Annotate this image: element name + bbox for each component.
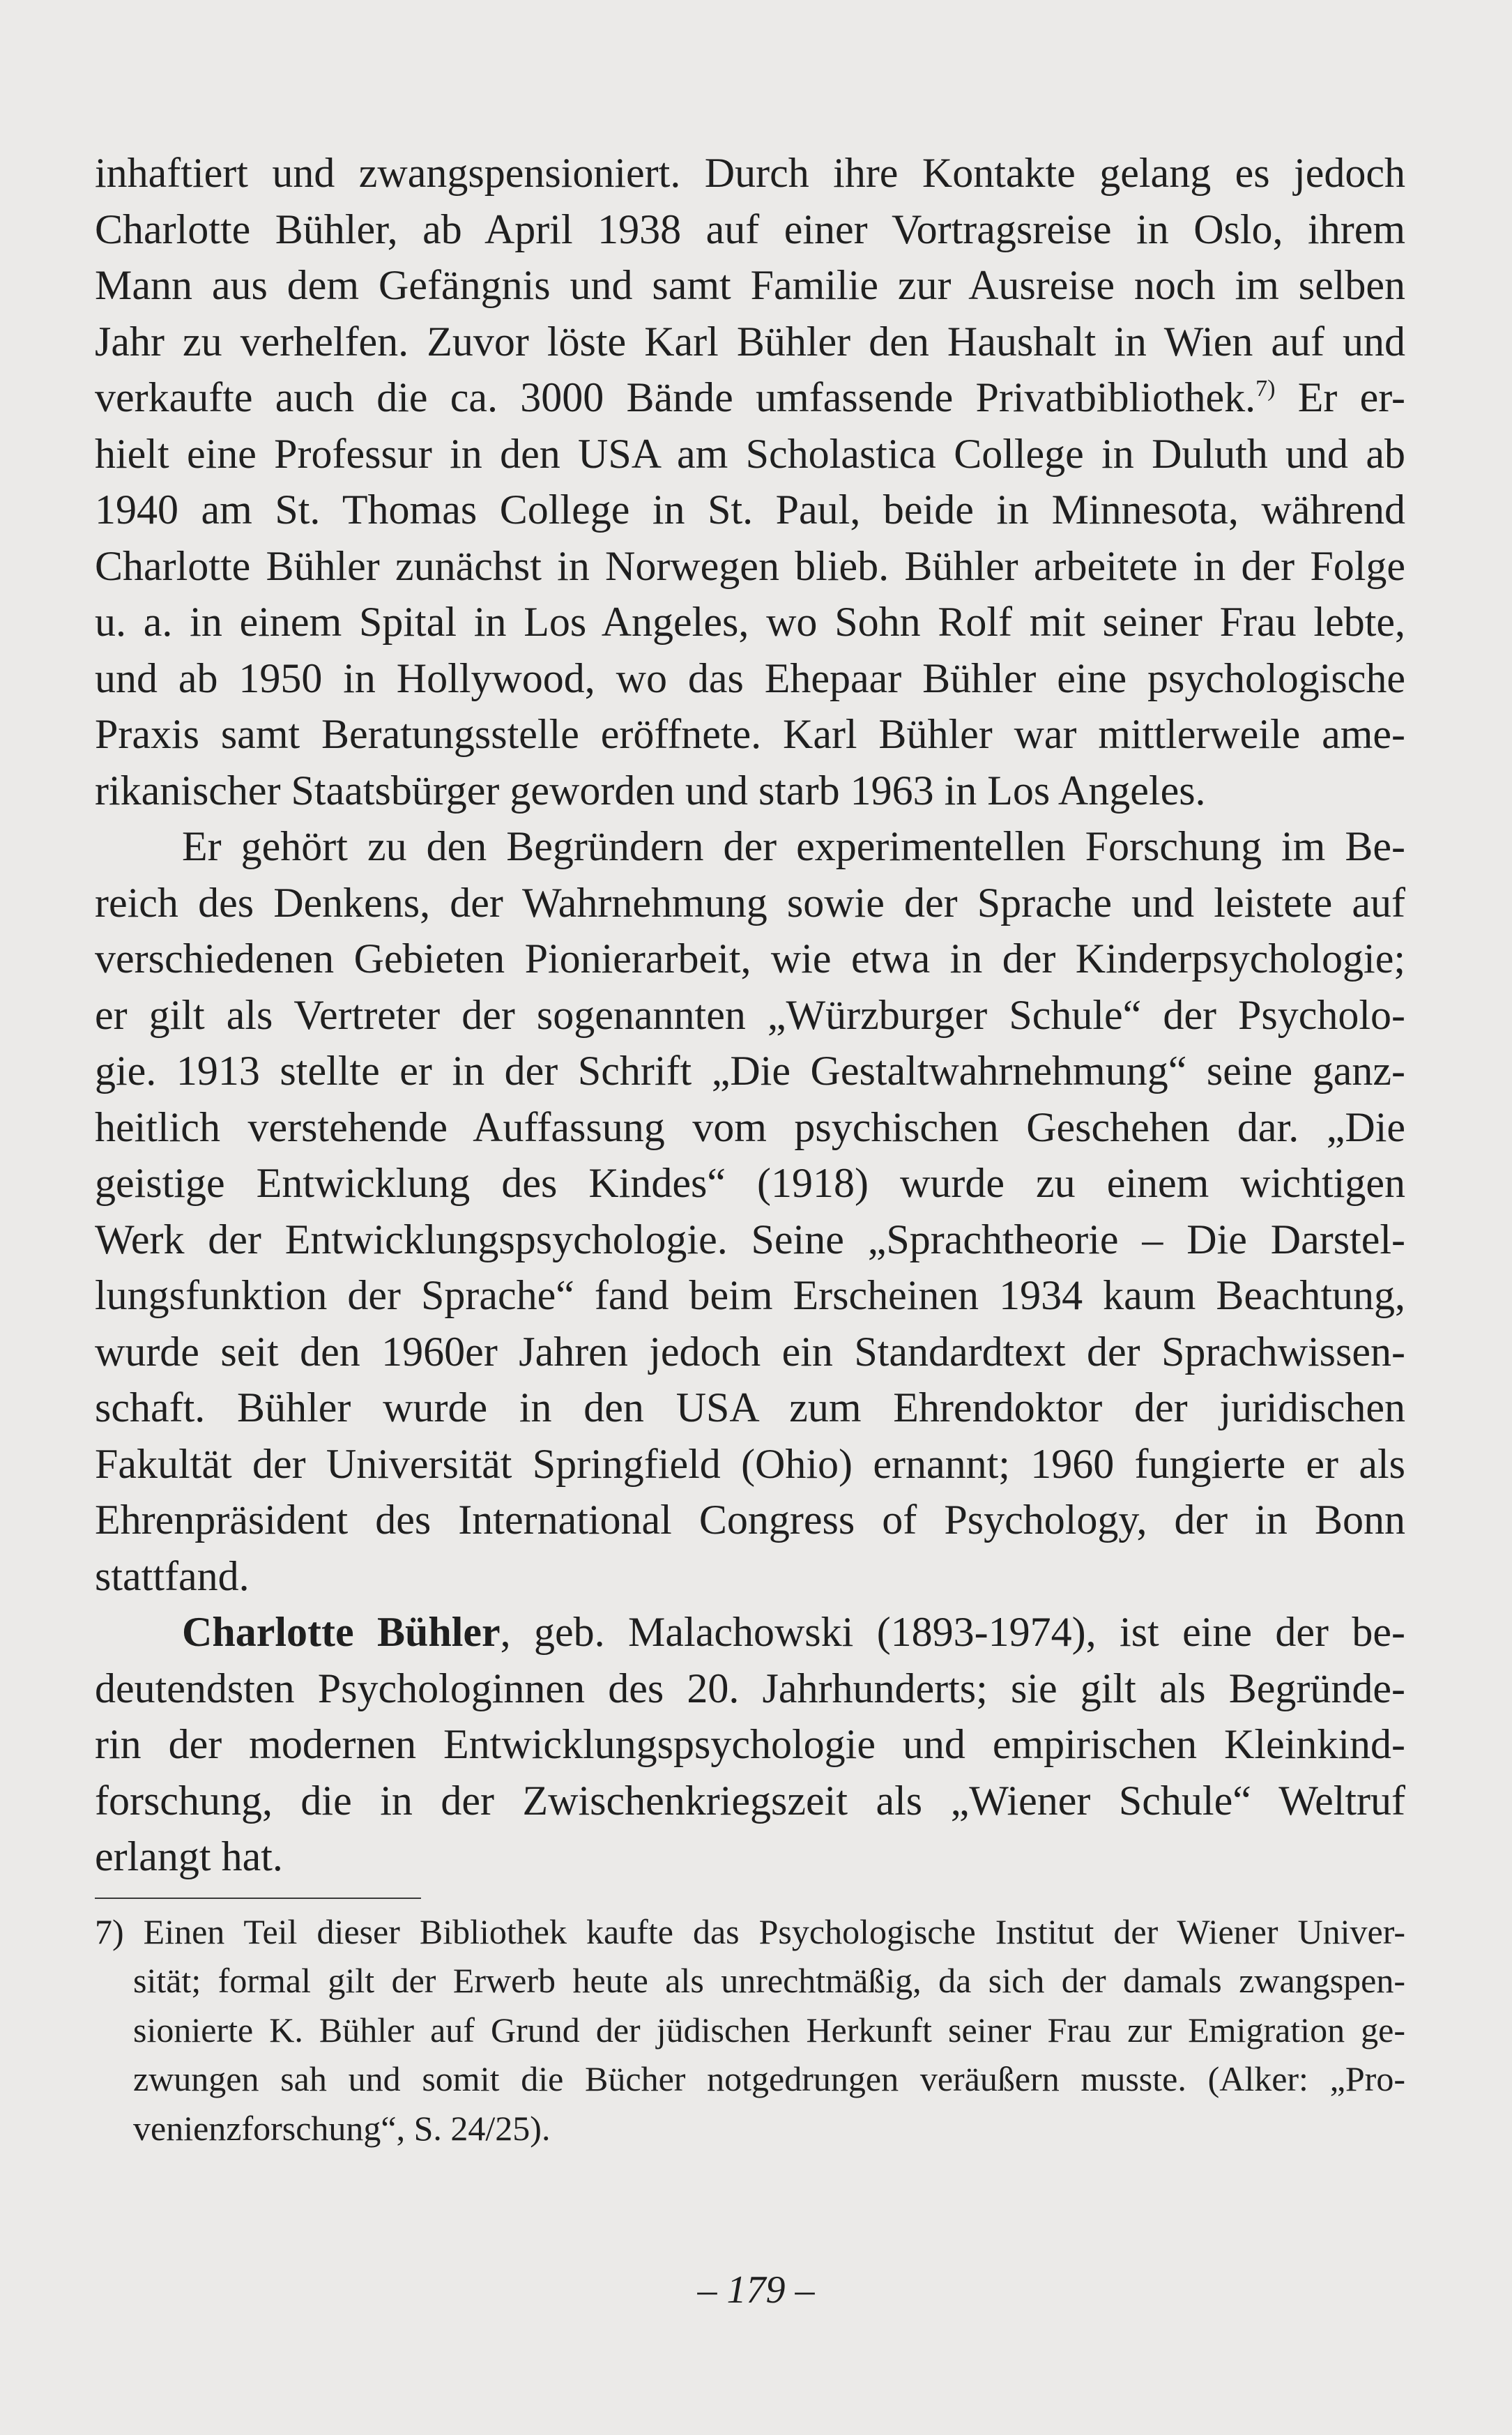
text-line bbox=[95, 1604, 1405, 1661]
text-line: schaft. Bühler wurde in den USA zum Ehrendoktor der juridischen bbox=[95, 1384, 1405, 1430]
footnote-ref[interactable]: 7) bbox=[1255, 376, 1276, 402]
text-line: inhaftiert und zwangspensioniert. Durch ihre Kontakte gelang es jedoch bbox=[95, 150, 1405, 196]
footnote bbox=[95, 1907, 1405, 2153]
text-line: Charlotte Bühler, ab April 1938 auf einer Vortragsreise in Oslo, ihrem bbox=[95, 206, 1405, 252]
footnote-divider bbox=[95, 1898, 421, 1899]
paragraph-3 bbox=[95, 1604, 1405, 1885]
text-line: Fakultät der Universität Springfield (Ohio) ernannt; 1960 fungierte er als bbox=[95, 1440, 1405, 1487]
text-line: rin der modernen Entwicklungspsychologie und empirischen Kleinkind- bbox=[95, 1721, 1405, 1767]
text-segment: Er er- bbox=[1297, 374, 1405, 420]
footnote-line: venienzforschung“, S. 24/25). bbox=[133, 2108, 551, 2148]
text-line: heitlich verstehende Auffassung vom psychischen Geschehen dar. „Die bbox=[95, 1104, 1405, 1150]
text-line: u. a. in einem Spital in Los Angeles, wo Sohn Rolf mit seiner Frau lebte, bbox=[95, 599, 1405, 645]
text-line: Mann aus dem Gefängnis und samt Familie zur Ausreise noch im selben bbox=[95, 262, 1405, 308]
text-line: Werk der Entwicklungspsychologie. Seine „Sprachtheorie – Die Darstel- bbox=[95, 1216, 1405, 1262]
footnote-line: sität; formal gilt der Erwerb heute als unrechtmäßig, da sich der damals zwangspen- bbox=[133, 1961, 1405, 2001]
person-name: Charlotte Bühler bbox=[182, 1609, 501, 1655]
text-line: Praxis samt Beratungsstelle eröffnete. Karl Bühler war mittlerweile ame- bbox=[95, 711, 1405, 757]
text-line: lungsfunktion der Sprache“ fand beim Erscheinen 1934 kaum Beachtung, bbox=[95, 1272, 1405, 1318]
page-body bbox=[95, 145, 1405, 2153]
text-line: 1940 am St. Thomas College in St. Paul, beide in Minnesota, während bbox=[95, 487, 1405, 533]
page-number: – 179 – bbox=[697, 2268, 815, 2312]
text-line: Er gehört zu den Begründern der experimentellen Forschung im Be- bbox=[182, 823, 1405, 869]
text-line: wurde seit den 1960er Jahren jedoch ein Standardtext der Sprachwissen- bbox=[95, 1328, 1405, 1375]
text-segment: verkaufte auch die ca. 3000 Bände umfassende Privatbibliothek. bbox=[95, 374, 1256, 420]
text-line: rikanischer Staatsbürger geworden und starb 1963 in Los Angeles. bbox=[95, 767, 1206, 814]
text-line: er gilt als Vertreter der sogenannten „Würzburger Schule“ der Psycholo- bbox=[95, 991, 1405, 1038]
text-line: verschiedenen Gebieten Pionierarbeit, wie etwa in der Kinderpsychologie; bbox=[95, 936, 1405, 982]
text-line: und ab 1950 in Hollywood, wo das Ehepaar Bühler eine psychologische bbox=[95, 655, 1405, 701]
text-line bbox=[95, 369, 1405, 426]
text-line: Ehrenpräsident des International Congress of Psychology, der in Bonn bbox=[95, 1497, 1405, 1543]
footnote-line: zwungen sah und somit die Bücher notgedrungen veräußern musste. (Alker: „Pro- bbox=[133, 2059, 1405, 2099]
footnote-line: 7) Einen Teil dieser Bibliothek kaufte das Psychologische Institut der Wiener Univer- bbox=[95, 1911, 1405, 1951]
text-line: erlangt hat. bbox=[95, 1833, 283, 1879]
paragraph-1 bbox=[95, 145, 1405, 818]
text-line: forschung, die in der Zwischenkriegszeit als „Wiener Schule“ Weltruf bbox=[95, 1777, 1405, 1824]
text-line: gie. 1913 stellte er in der Schrift „Die Gestaltwahrnehmung“ seine ganz- bbox=[95, 1048, 1405, 1094]
text-line: deutendsten Psychologinnen des 20. Jahrhunderts; sie gilt als Begründe- bbox=[95, 1665, 1405, 1711]
text-segment: , geb. Malachowski (1893-1974), ist eine der be- bbox=[500, 1609, 1406, 1655]
text-line: reich des Denkens, der Wahrnehmung sowie der Sprache und leistete auf bbox=[95, 879, 1405, 926]
text-line: geistige Entwicklung des Kindes“ (1918) wurde zu einem wichtigen bbox=[95, 1160, 1405, 1206]
text-line: Jahr zu verhelfen. Zuvor löste Karl Bühler den Haushalt in Wien auf und bbox=[95, 318, 1405, 365]
text-line: hielt eine Professur in den USA am Scholastica College in Duluth und ab bbox=[95, 430, 1405, 477]
text-line: stattfand. bbox=[95, 1552, 250, 1599]
footnote-line: sionierte K. Bühler auf Grund der jüdischen Herkunft seiner Frau zur Emigration ge- bbox=[133, 2010, 1405, 2049]
text-line: Charlotte Bühler zunächst in Norwegen blieb. Bühler arbeitete in der Folge bbox=[95, 542, 1405, 589]
paragraph-2 bbox=[95, 818, 1405, 1604]
